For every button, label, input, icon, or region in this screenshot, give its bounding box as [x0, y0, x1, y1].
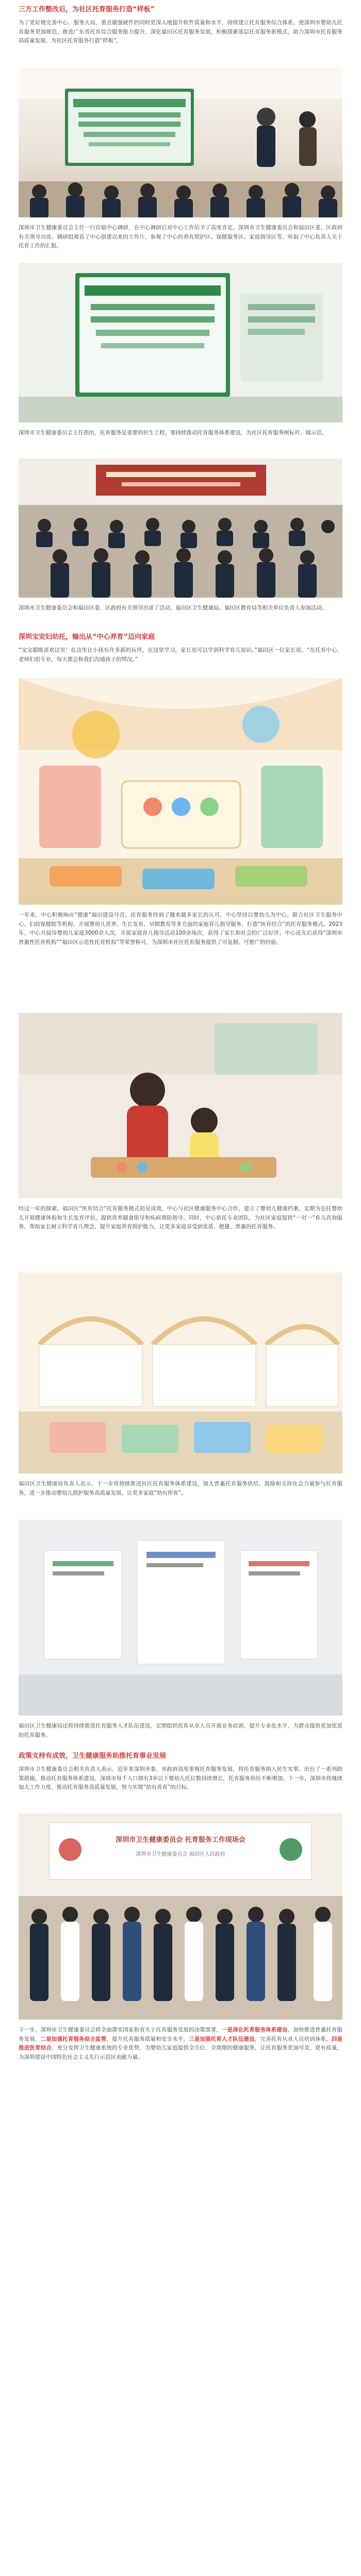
section-3-heading: 政策支持有成效，卫生健康服务助推托育事业发展	[19, 1752, 167, 1760]
section-2-heading: 深圳宝安妇幼托，输出从“中心养育”迈向家庭	[19, 633, 155, 641]
section-2-heading-row	[19, 632, 342, 643]
photo-group	[19, 1814, 342, 2020]
highlight-text: 一是深化托育服务体系建设	[221, 2027, 288, 2033]
section-1-heading-row	[19, 4, 342, 15]
photo-caregiver-child	[19, 1013, 342, 1198]
backdrop-title: 深圳市卫生健康委员会 托育服务工作现场会	[116, 1836, 245, 1844]
photo-booklets	[19, 1520, 342, 1716]
paragraph: 深圳市卫生健康委员会主任指出，托育服务是重要的民生工程，要持续推动托育服务体系建设，为社区托育服务树标杆、做示范。	[19, 430, 327, 436]
paragraph: 一年来，中心积极响应“健康”福田建设号召，托育服务得到了越来越多家长的认可。中心坚持以婴幼儿为中心，联合社区卫生服务中心、妇幼保健院等机构，开展婴幼儿营养、生长发育、早期教育等多方面的家庭育儿指导服务，打造“医育结合”的托育服务模式。2023年，中心共接待婴幼儿家庭3000余人次，开展家庭育儿指导活动100余场次，获得了家长和社会的广泛好评。中心还先后获得“深圳市普惠性托育机构”“福田区示范性托育机构”等荣誉称号，为深圳市社区托育服务提供了可复制、可推广的经验。	[19, 912, 342, 945]
meeting-illustration	[19, 459, 342, 598]
kids-room-illustration	[19, 678, 342, 905]
paragraph: 为了更好地完善中心、服务大局，重点做强硬件的同时更深入地提升软件质量和水平，持续建立托育服务综合体系，使深圳市婴幼儿托育服务更加规范，推进广东省托育综合服务能力提升，深化福田区托育服务发展，积极探索基层托育服务新模式，助力深圳市托育服务高质量发展，为社区托育服务打造“样板”。	[19, 20, 342, 44]
photo-kids-room	[19, 678, 342, 905]
photo-green-board	[19, 263, 342, 422]
paragraph: 福田区卫生健康局还将持续推进托育服务人才队伍建设，定期组织托育从业人员开展业务培训，提升专业化水平，为群众提供更加优质的托育服务。	[19, 1723, 342, 1738]
text-run: ，加快推进普惠托育服务发展，	[19, 2027, 343, 2042]
photo-activity-space	[19, 1273, 342, 1473]
board-illustration	[19, 263, 342, 422]
group-illustration	[19, 1814, 342, 2020]
paragraph: 福田区卫生健康局负责人表示，下一步将持续推进社区托育服务体系建设，加大普惠托育服务供给，鼓励和支持社会力量参与托育服务，进一步推动婴幼儿照护服务高质量发展，让更多家庭“幼有所育”。	[19, 1481, 342, 1496]
backdrop-subtitle: 深圳市卫生健康委员会 福田区人民政府	[136, 1852, 225, 1857]
photo-meeting-hall	[19, 459, 342, 598]
highlight-text: 三是加强托育人才队伍建设	[189, 2036, 255, 2042]
paragraph: 深圳市卫生健康委员会和福田区委、区政府有关领导出席了活动，福田区卫生健康局、福田区教育局等相关单位负责人参加活动。	[19, 605, 327, 611]
closing-paragraph	[19, 2026, 342, 2062]
paragraph: “宝宝超级喜欢这里！在这里让小孩有许多新的玩伴，在这里学习，家长也可以学到科学育儿知识。”福田区一位家长说，“在托育中心，老师们很专业，每天都会和我们沟通孩子的情况。”	[19, 647, 342, 663]
caregiver-illustration	[19, 1013, 342, 1198]
photo-ceremony-board	[19, 68, 342, 217]
ceremony-illustration	[19, 68, 342, 217]
highlight-text: 二是加强托育服务综合监管	[40, 2036, 107, 2042]
text-run: 下一步，深圳市卫生健康委员会将全面落实国家和省关于托育服务发展的决策部署，	[19, 2027, 222, 2033]
activity-illustration	[19, 1273, 342, 1473]
paragraph: 深圳市卫生健康委员会相关负责人表示，近年来深圳市委、市政府高度重视托育服务发展，将托育服务纳入民生实事，出台了一系列政策措施，推动托育服务体系建设，深圳市每千人口拥有3岁以下婴幼儿托位数持续增长，托育服务供给不断增加。下一步，深圳市将继续加大工作力度，推动托育服务高质量发展，努力实现“幼有善育”的目标。	[19, 1766, 342, 1790]
section-1-heading: 三方工作整改后，为社区托育服务打造“样板”	[19, 6, 155, 13]
paragraph: 经过一年的探索，福田区“医育结合”托育服务模式初见成效。中心与社区健康服务中心合作，建立了婴幼儿健康档案，定期为在托婴幼儿开展健康体检和生长发育评估，提供营养膳食指导和疾病预防指导。同时，中心依托专业团队，为社区家庭提供“一对一”育儿咨询服务，帮助家长树立科学育儿理念，提升家庭养育照护能力，让更多家庭享受到优质、便捷、普惠的托育服务。	[19, 1206, 342, 1230]
section-3-heading-row	[19, 1751, 342, 1762]
text-run: ，完善托育从业人员培训体系，	[254, 2036, 332, 2042]
text-run: ，提升托育服务质量和安全水平，	[106, 2036, 189, 2042]
highlight-text: 四是推进医育结合	[19, 2036, 343, 2051]
booklets-illustration	[19, 1520, 342, 1716]
text-run: ，充分发挥卫生健康系统的专业优势，为婴幼儿家庭提供全方位、全周期的健康服务，让托育服务更加可及、更有质量，为深圳建设中国特色社会主义先行示范区贡献力量。	[19, 2045, 343, 2060]
paragraph: 深圳市卫生健康委员会主任一行莅临中心调研，在中心调研后对中心工作给予了高度肯定，深圳市卫生健康委员会和福田区委、区政府有关领导出席。调研组观看了中心创建以来的工作片，参观了中心的养育照护区、保健服务区、家庭指导区等，听取了中心负责人关于托育工作的汇报。	[19, 225, 342, 249]
